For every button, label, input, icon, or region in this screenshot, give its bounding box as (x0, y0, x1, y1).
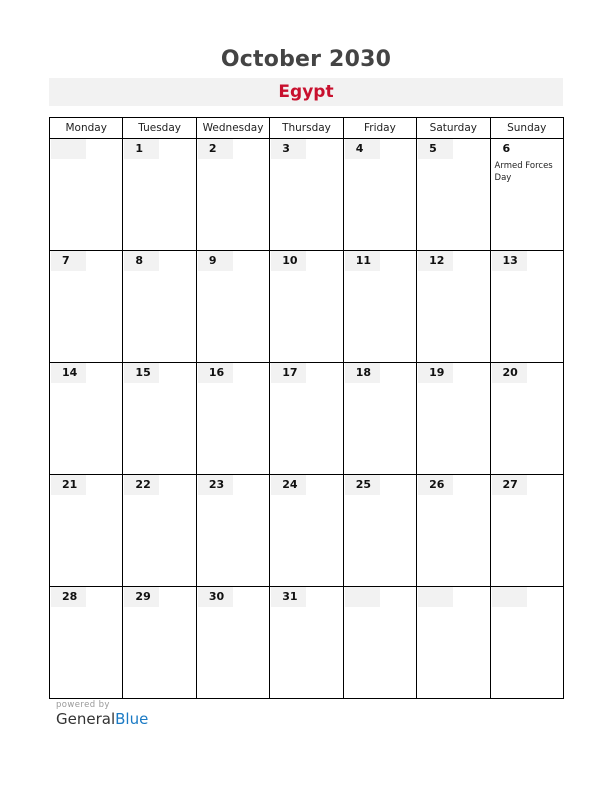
weeks-body (50, 139, 564, 699)
day-cell-content (50, 139, 122, 250)
day-number: 20 (492, 363, 527, 383)
day-cell[interactable] (196, 475, 269, 587)
weekday-header-wednesday: Wednesday (196, 118, 269, 139)
day-cell[interactable] (270, 139, 343, 251)
day-number: 10 (271, 251, 306, 271)
day-cell-content (491, 363, 563, 474)
day-cell-content (491, 475, 563, 586)
day-cell[interactable] (490, 363, 563, 475)
day-cell-content (344, 475, 416, 586)
day-number: 25 (345, 475, 380, 495)
day-number: 5 (418, 139, 453, 159)
day-number: 19 (418, 363, 453, 383)
day-number-placeholder (51, 139, 86, 159)
day-cell-content (417, 251, 489, 362)
day-cell[interactable] (196, 363, 269, 475)
day-cell-content (270, 363, 342, 474)
weekday-header-friday: Friday (343, 118, 416, 139)
day-cell-content (491, 587, 563, 698)
weekday-header-monday: Monday (50, 118, 123, 139)
day-cell[interactable] (490, 139, 563, 251)
day-number: 4 (345, 139, 380, 159)
day-cell-content (417, 475, 489, 586)
day-cell[interactable] (123, 251, 196, 363)
week-row (50, 475, 564, 587)
day-cell-content (197, 251, 269, 362)
day-number: 11 (345, 251, 380, 271)
brand-blue-text: Blue (115, 710, 149, 728)
week-row (50, 363, 564, 475)
day-cell[interactable] (270, 363, 343, 475)
day-cell[interactable] (123, 139, 196, 251)
day-cell-content (417, 363, 489, 474)
day-cell-content (491, 139, 563, 250)
day-cell[interactable] (343, 139, 416, 251)
day-cell[interactable] (123, 475, 196, 587)
day-number: 28 (51, 587, 86, 607)
generalblue-logo[interactable] (56, 710, 148, 728)
day-cell-content (270, 139, 342, 250)
day-cell[interactable] (270, 251, 343, 363)
day-cell-content (270, 587, 342, 698)
day-cell[interactable] (123, 587, 196, 699)
footer-branding (56, 700, 148, 728)
day-cell-content (197, 363, 269, 474)
day-cell-content (270, 475, 342, 586)
day-number-placeholder (492, 587, 527, 607)
day-cell-content (344, 139, 416, 250)
country-banner (49, 78, 563, 106)
day-number: 1 (124, 139, 159, 159)
day-cell[interactable] (490, 475, 563, 587)
brand-general-text: General (56, 710, 116, 728)
day-cell[interactable] (50, 475, 123, 587)
day-number: 8 (124, 251, 159, 271)
day-number: 31 (271, 587, 306, 607)
day-number: 12 (418, 251, 453, 271)
weekday-header-tuesday: Tuesday (123, 118, 196, 139)
day-cell-content (123, 587, 195, 698)
day-number: 7 (51, 251, 86, 271)
day-number: 21 (51, 475, 86, 495)
day-cell[interactable] (343, 251, 416, 363)
day-cell[interactable] (417, 363, 490, 475)
week-row (50, 587, 564, 699)
empty-day-cell (50, 139, 123, 251)
day-cell[interactable] (196, 139, 269, 251)
day-number: 15 (124, 363, 159, 383)
day-number: 13 (492, 251, 527, 271)
day-number: 27 (492, 475, 527, 495)
day-cell[interactable] (490, 251, 563, 363)
day-number: 26 (418, 475, 453, 495)
day-number: 29 (124, 587, 159, 607)
day-cell[interactable] (123, 363, 196, 475)
week-row (50, 251, 564, 363)
day-number-placeholder (345, 587, 380, 607)
day-cell-content (197, 475, 269, 586)
week-row (50, 139, 564, 251)
day-cell[interactable] (196, 587, 269, 699)
day-cell[interactable] (270, 475, 343, 587)
day-number: 6 (502, 142, 511, 155)
day-cell[interactable] (50, 363, 123, 475)
day-number: 14 (51, 363, 86, 383)
day-number: 16 (198, 363, 233, 383)
day-cell-content (197, 139, 269, 250)
weekday-header-saturday: Saturday (417, 118, 490, 139)
day-cell[interactable] (417, 139, 490, 251)
day-number: 24 (271, 475, 306, 495)
day-cell-content (344, 363, 416, 474)
day-cell[interactable] (50, 587, 123, 699)
holiday-label: Armed Forces Day (494, 161, 553, 183)
day-number: 23 (198, 475, 233, 495)
day-cell-content (123, 139, 195, 250)
day-cell-content (417, 139, 489, 250)
day-number: 3 (271, 139, 306, 159)
day-cell-content (417, 587, 489, 698)
weekday-header-row (50, 118, 564, 139)
weekday-header-sunday: Sunday (490, 118, 563, 139)
month-grid (49, 117, 564, 699)
day-cell[interactable] (417, 251, 490, 363)
day-cell[interactable] (270, 587, 343, 699)
day-number: 22 (124, 475, 159, 495)
day-cell-content (197, 587, 269, 698)
day-number-placeholder (418, 587, 453, 607)
country-name: Egypt (278, 82, 334, 102)
day-cell[interactable] (343, 363, 416, 475)
day-number: 9 (198, 251, 233, 271)
day-cell-content (491, 251, 563, 362)
day-cell-content (50, 587, 122, 698)
powered-by-label: powered by (56, 700, 110, 710)
day-number: 30 (198, 587, 233, 607)
day-cell[interactable] (417, 475, 490, 587)
weekday-header-thursday: Thursday (270, 118, 343, 139)
empty-day-cell (417, 587, 490, 699)
day-number: 17 (271, 363, 306, 383)
day-cell-content (123, 475, 195, 586)
day-cell-content (123, 363, 195, 474)
day-cell-content (344, 587, 416, 698)
day-cell[interactable] (343, 475, 416, 587)
day-cell-content (270, 251, 342, 362)
day-cell-content (50, 251, 122, 362)
day-cell-content (50, 475, 122, 586)
day-cell[interactable] (50, 251, 123, 363)
day-cell-content (344, 251, 416, 362)
day-number: 18 (345, 363, 380, 383)
day-cell[interactable] (196, 251, 269, 363)
day-cell-content (50, 363, 122, 474)
day-cell-content (123, 251, 195, 362)
empty-day-cell (490, 587, 563, 699)
month-title: October 2030 (220, 47, 392, 72)
day-number: 2 (198, 139, 233, 159)
empty-day-cell (343, 587, 416, 699)
